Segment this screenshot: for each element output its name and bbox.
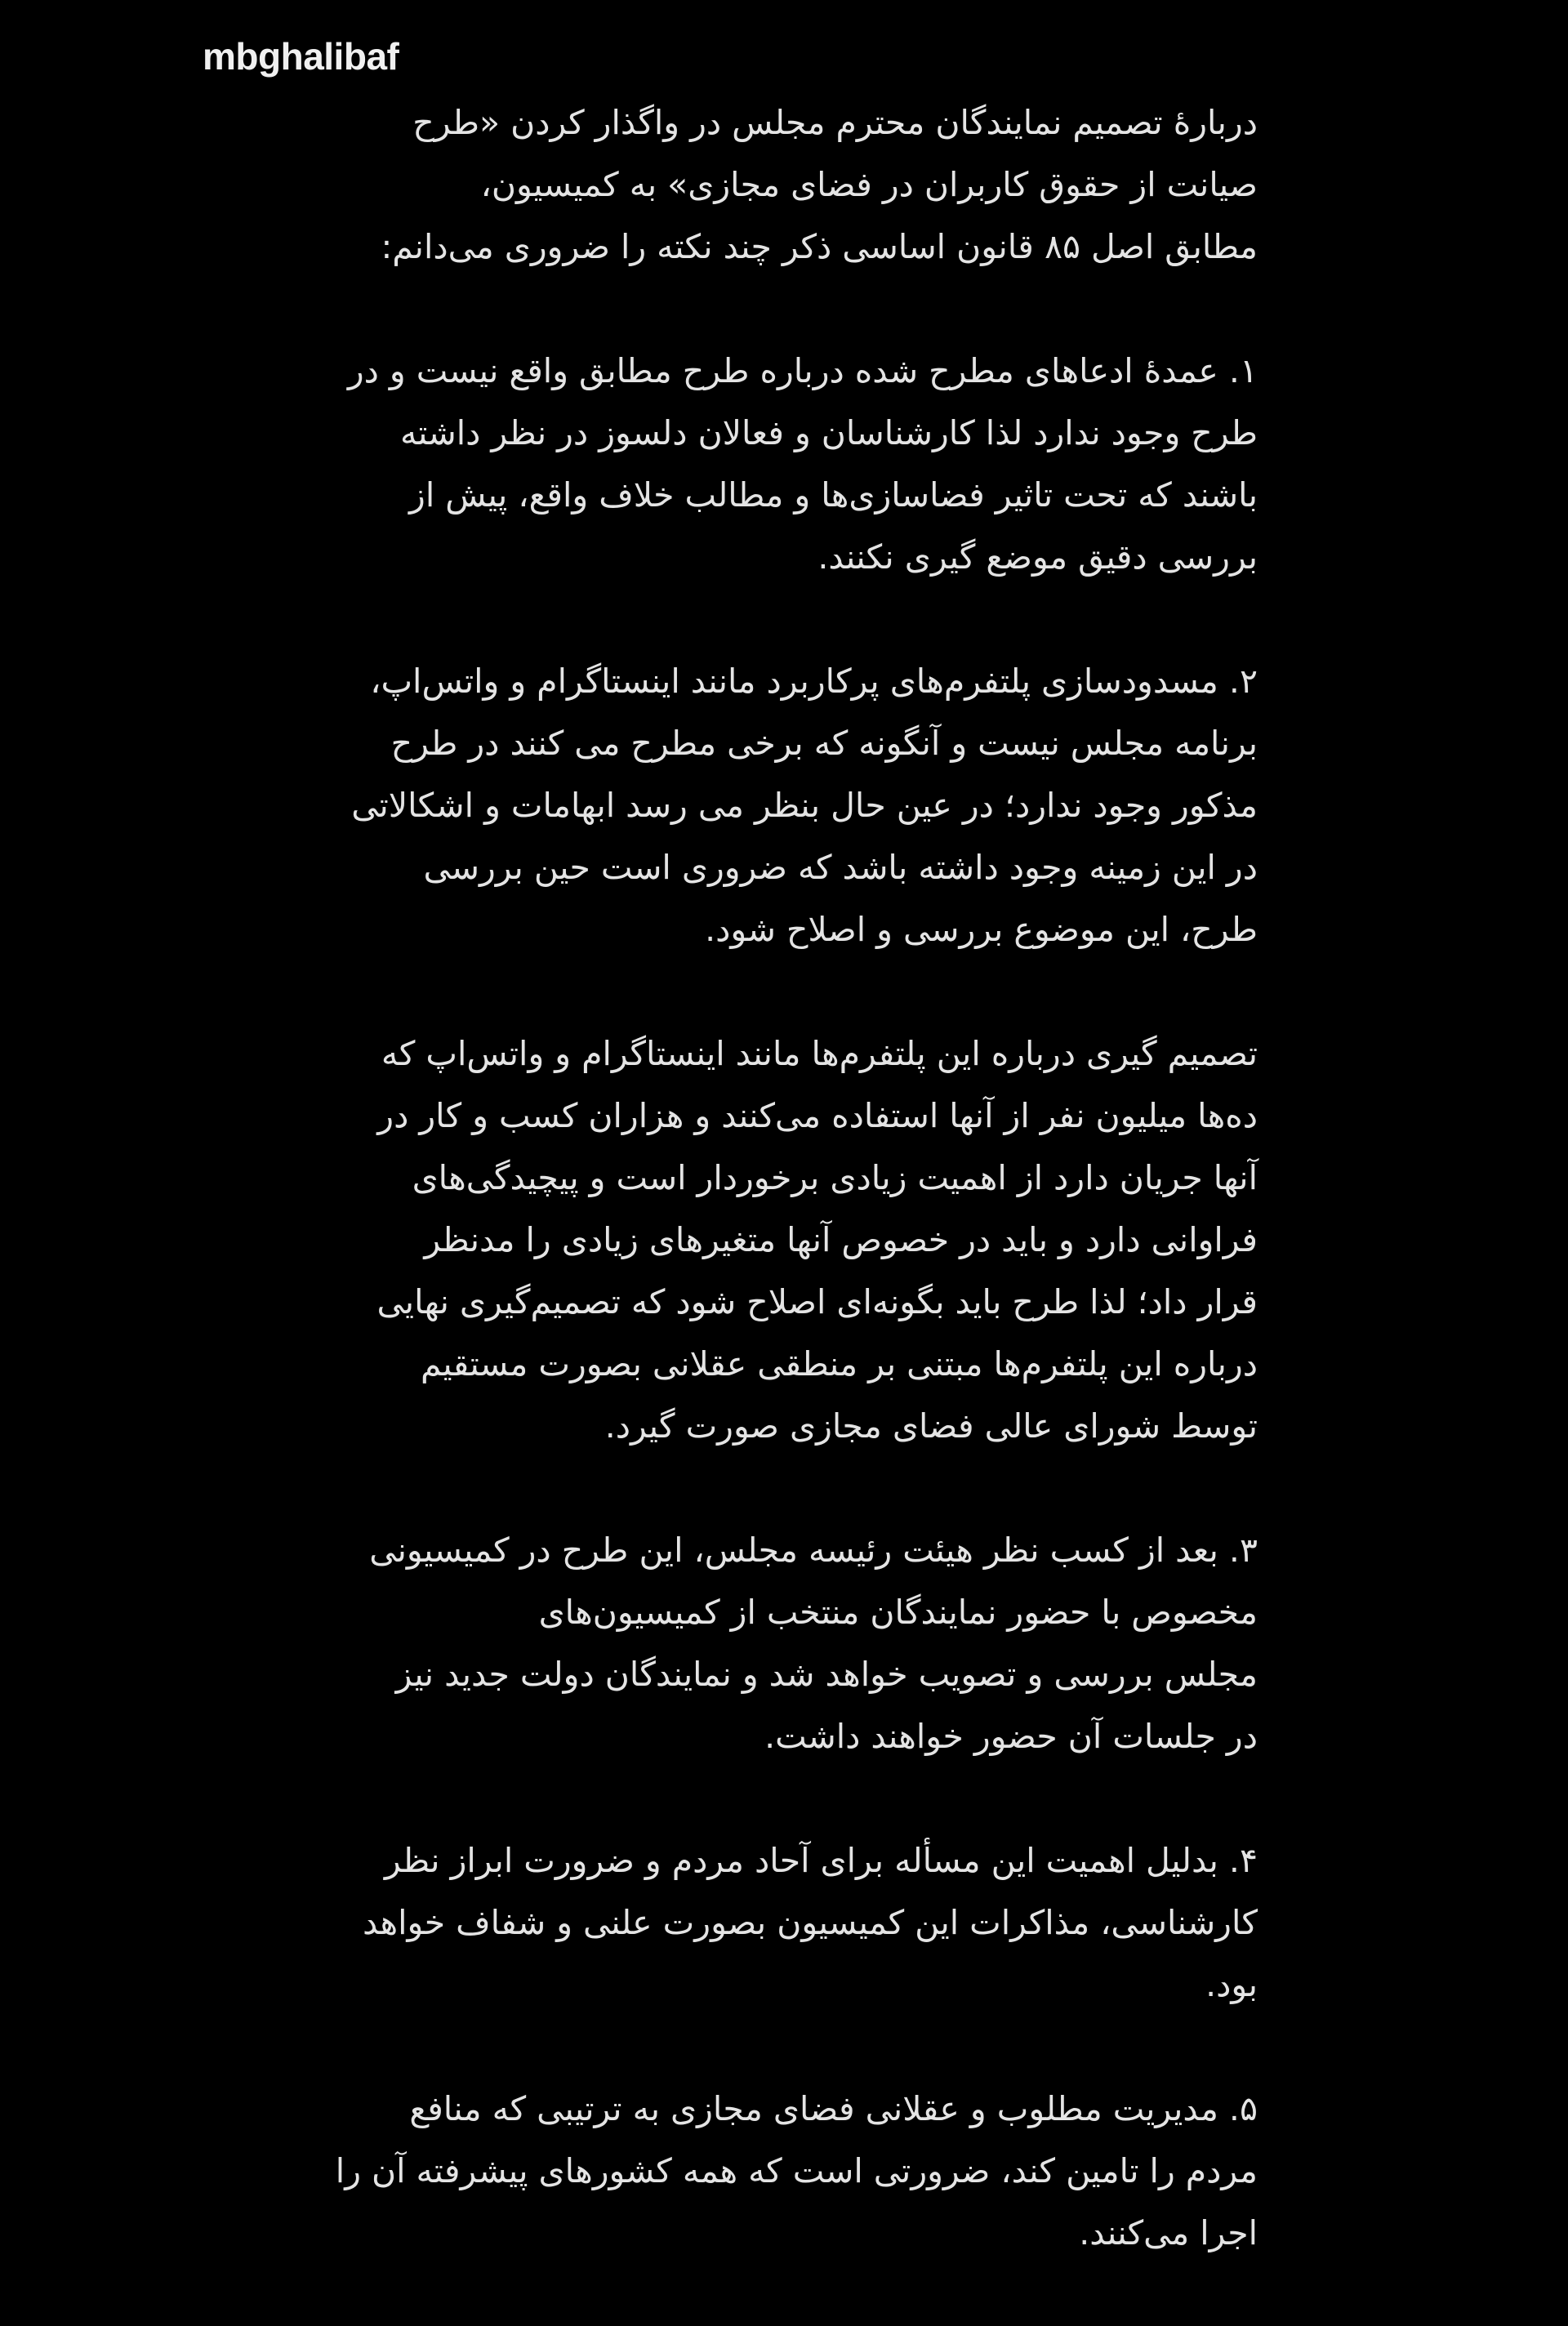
intro-paragraph — [204, 91, 1258, 278]
point-2-paragraph — [204, 650, 1258, 960]
text-line: بود. — [1205, 1965, 1258, 2004]
text-line: دربارهٔ تصمیم نمایندگان محترم مجلس در واگذار کردن «طرح — [412, 103, 1258, 142]
text-line: مردم را تامین کند، ضرورتی است که همه کشورهای پیشرفته آن را — [335, 2151, 1258, 2190]
text-line: طرح وجود ندارد لذا کارشناسان و فعالان دلسوز در نظر داشته — [400, 413, 1258, 452]
point-3-paragraph — [204, 1519, 1258, 1767]
text-line: در این زمینه وجود داشته باشد که ضروری است حین بررسی — [423, 848, 1258, 887]
text-line: برنامه مجلس نیست و آنگونه که برخی مطرح می کنند در طرح — [390, 724, 1258, 763]
text-line: درباره این پلتفرم‌ها مبتنی بر منطقی عقلانی بصورت مستقیم — [421, 1344, 1258, 1384]
text-line: صیانت از حقوق کاربران در فضای مجازی» به کمیسیون، — [480, 165, 1258, 204]
text-line: فراوانی دارد و باید در خصوص آنها متغیرهای زیادی را مدنظر — [424, 1220, 1258, 1259]
text-line: مخصوص با حضور نمایندگان منتخب از کمیسیون‌های — [538, 1593, 1258, 1632]
point-5-paragraph — [204, 2078, 1258, 2264]
text-line: در جلسات آن حضور خواهند داشت. — [764, 1717, 1258, 1756]
text-line: بررسی دقیق موضع گیری نکنند. — [817, 537, 1258, 577]
text-line: طرح، این موضوع بررسی و اصلاح شود. — [705, 910, 1258, 949]
text-line: کارشناسی، مذاکرات این کمیسیون بصورت علنی و شفاف خواهد — [363, 1903, 1258, 1942]
username[interactable]: mbghalibaf — [203, 35, 399, 78]
text-line: ۱. عمدهٔ ادعاهای مطرح شده درباره طرح مطابق واقع نیست و در — [347, 351, 1258, 390]
text-line: ۴. بدلیل اهمیت این مسأله برای آحاد مردم و ضرورت ابراز نظر — [384, 1841, 1258, 1880]
text-line: آنها جریان دارد از اهمیت زیادی برخوردار است و پیچیدگی‌های — [412, 1158, 1258, 1197]
text-line: ۳. بعد از کسب نظر هیئت رئیسه مجلس، این طرح در کمیسیونی — [369, 1531, 1258, 1570]
text-line: تصمیم گیری درباره این پلتفرم‌ها مانند اینستاگرام و واتس‌اپ که — [381, 1034, 1258, 1073]
text-line: مطابق اصل ۸۵ قانون اساسی ذکر چند نکته را ضروری می‌دانم: — [381, 227, 1258, 266]
text-line: ۲. مسدودسازی پلتفرم‌های پرکاربرد مانند اینستاگرام و واتس‌اپ، — [370, 662, 1258, 701]
text-line: ده‌ها میلیون نفر از آنها استفاده می‌کنند و هزاران کسب و کار در — [377, 1096, 1258, 1135]
point-1-paragraph — [204, 340, 1258, 588]
text-line: قرار داد؛ لذا طرح باید بگونه‌ای اصلاح شود که تصمیم‌گیری نهایی — [376, 1282, 1258, 1321]
text-line: ۵. مدیریت مطلوب و عقلانی فضای مجازی به ترتیبی که منافع — [409, 2089, 1258, 2128]
point-2-continuation-paragraph — [204, 1023, 1258, 1457]
text-line: باشند که تحت تاثیر فضاسازی‌ها و مطالب خلاف واقع، پیش از — [409, 475, 1258, 515]
text-line: مجلس بررسی و تصویب خواهد شد و نمایندگان دولت جدید نیز — [395, 1655, 1258, 1694]
text-line: اجرا می‌کنند. — [1079, 2213, 1258, 2252]
text-line: توسط شورای عالی فضای مجازی صورت گیرد. — [604, 1406, 1258, 1446]
post-caption — [204, 91, 1258, 2326]
point-4-paragraph — [204, 1829, 1258, 2016]
text-line: مذکور وجود ندارد؛ در عین حال بنظر می رسد ابهامات و اشکالاتی — [351, 786, 1258, 825]
